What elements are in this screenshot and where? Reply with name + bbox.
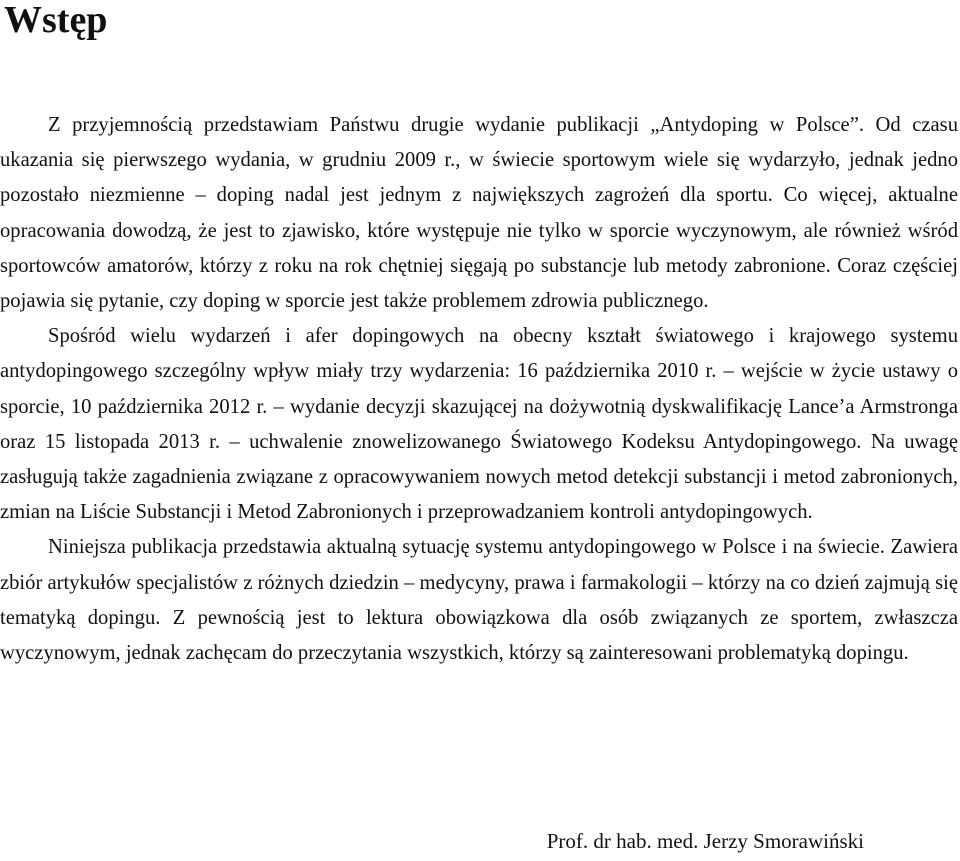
body-text	[0, 108, 958, 671]
paragraph: Spośród wielu wydarzeń i afer dopingowych na obecny kształt światowego i krajowego systemu antydopingowego szczególny wpływ miały trzy wydarzenia: 16 października 2010 r. – wejście w życie ustawy o sporcie, 10 października 2012 r. – wydanie decyzji skazującej na dożywotnią dyskwalifikację Lance’a Armstronga oraz 15 listopada 2013 r. – uchwalenie znowelizowanego Światowego Kodeksu Antydopingowego. Na uwagę zasługują także zagadnienia związane z opracowywaniem nowych metod detekcji substancji i metod zabronionych, zmian na Liście Substancji i Metod Zabronionych i przeprowadzaniem kontroli antydopingowych.	[0, 325, 958, 524]
author-signature: Prof. dr hab. med. Jerzy Smorawiński	[546, 829, 864, 853]
page-title: Wstęp	[4, 0, 108, 41]
paragraph: Niniejsza publikacja przedstawia aktualną sytuację systemu antydopingowego w Polsce i na świecie. Zawiera zbiór artykułów specjalistów z różnych dziedzin – medycyny, prawa i farmakologii – którzy na co dzień zajmują się tematyką dopingu. Z pewnością jest to lektura obowiązkowa dla osób związanych ze sportem, zwłaszcza wyczynowym, jednak zachęcam do przeczytania wszystkich, którzy są zainteresowani problematyką dopingu.	[0, 536, 958, 665]
paragraph: Z przyjemnością przedstawiam Państwu drugie wydanie publikacji „Antydoping w Polsce”. Od czasu ukazania się pierwszego wydania, w grudniu 2009 r., w świecie sportowym wiele się wydarzyło, jednak jedno pozostało niezmienne – doping nadal jest jednym z największych zagrożeń dla sportu. Co więcej, aktualne opracowania dowodzą, że jest to zjawisko, które występuje nie tylko w sporcie wyczynowym, ale również wśród sportowców amatorów, którzy z roku na rok chętniej sięgają po substancje lub metody zabronione. Coraz częściej pojawia się pytanie, czy doping w sporcie jest także problemem zdrowia publicznego.	[0, 114, 958, 313]
